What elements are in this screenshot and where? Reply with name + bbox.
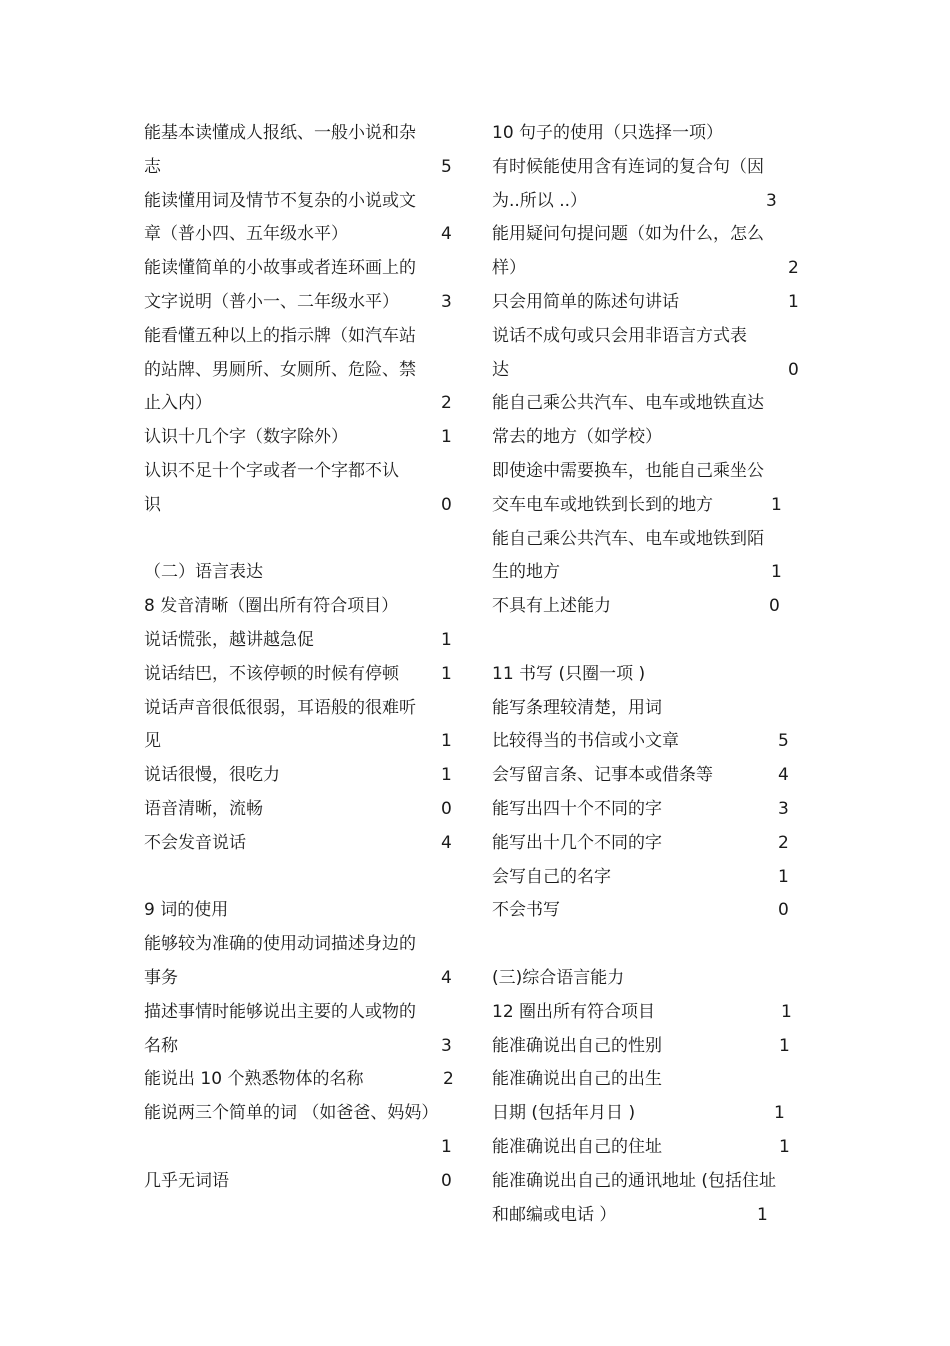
question-title [492,996,804,1030]
item-text: 常去的地方（如学校） [492,427,662,448]
text-line [144,252,456,286]
item-text: 说话很慢，很吃力 [144,765,280,786]
text-line [492,759,804,793]
score: 5 [441,156,452,177]
score: 3 [441,291,452,312]
text-line [144,928,456,962]
text-line [144,692,456,726]
item-text: 事务 [144,967,178,988]
score: 5 [778,731,789,752]
score: 2 [441,393,452,414]
text-line [492,1131,804,1165]
item-text: 能够较为准确的使用动词描述身边的 [144,934,416,955]
item-text: 能读懂简单的小故事或者连环画上的 [144,258,416,279]
item-text: 能写出四十个不同的字 [492,798,662,819]
text-line [492,894,804,928]
question-heading: 10 句子的使用（只选择一项） [492,123,724,143]
item-text: 有时候能使用含有连词的复合句（因 [492,156,764,177]
item-text: 能看懂五种以上的指示牌（如汽车站 [144,325,416,346]
text-line [492,827,804,861]
text-line [492,252,804,286]
text-line [492,387,804,421]
right-column [492,117,804,1232]
item-text: 生的地方 [492,562,560,583]
item-text: 能自己乘公共汽车、电车或地铁直达 [492,393,764,414]
text-line [492,523,804,557]
text-line [492,185,804,219]
score: 1 [757,1204,768,1225]
text-line [492,725,804,759]
score: 2 [443,1069,454,1090]
text-line [492,556,804,590]
score: 1 [441,731,452,752]
score: 3 [441,1035,452,1056]
score: 1 [441,765,452,786]
item-text: 能说出 10 个熟悉物体的名称 [144,1069,364,1090]
left-column [144,117,456,1199]
text-line [144,489,456,523]
item-text: 能基本读懂成人报纸、一般小说和杂 [144,123,416,143]
text-line [492,489,804,523]
score: 4 [441,224,452,245]
text-line [144,1063,456,1097]
text-line [492,421,804,455]
score: 0 [441,798,452,819]
text-line [144,793,456,827]
score: 1 [771,562,782,583]
item-text: 即使途中需要换车，也能自己乘坐公 [492,460,764,481]
text-line [492,1063,804,1097]
score: 1 [781,1001,792,1022]
score: 1 [779,1035,790,1056]
score: 3 [766,190,777,211]
question-heading: 12 圈出所有符合项目 [492,1001,656,1022]
section-title [492,962,804,996]
text-line [144,996,456,1030]
item-text: 认识不足十个字或者一个字都不认 [144,460,399,481]
text-line [492,590,804,624]
item-text: 说话慌张，越讲越急促 [144,629,314,650]
item-text: 见 [144,731,161,752]
text-line [144,759,456,793]
score: 1 [771,494,782,515]
spacer [144,523,456,557]
item-text: 能准确说出自己的住址 [492,1136,662,1157]
text-line [492,1165,804,1199]
item-text: 文字说明（普小一、二年级水平） [144,291,399,312]
item-text: 语音清晰，流畅 [144,798,263,819]
item-text: 认识十几个字（数字除外） [144,427,348,448]
item-text: 会写自己的名字 [492,866,611,887]
text-line [492,455,804,489]
item-text: 为..所以 ..） [492,190,588,211]
question-heading: 8 发音清晰（圈出所有符合项目） [144,596,399,617]
item-text: 名称 [144,1035,178,1056]
question-title [144,894,456,928]
item-text: 说话声音很低很弱，耳语般的很难听 [144,697,416,718]
item-text: 和邮编或电话 ） [492,1204,617,1225]
text-line [144,1131,456,1165]
item-text: 能用疑问句提问题（如为什么，怎么 [492,224,764,245]
text-line [144,1097,456,1131]
item-text: 不会书写 [492,900,560,921]
score: 1 [441,663,452,684]
item-text: 比较得当的书信或小文章 [492,731,679,752]
question-heading: 11 书写 (只圈一项 ) [492,663,646,684]
text-line [144,658,456,692]
score: 1 [441,427,452,448]
text-line [144,354,456,388]
text-line [144,827,456,861]
item-text: 能读懂用词及情节不复杂的小说或文 [144,190,416,211]
item-text: 说话结巴，不该停顿的时候有停顿 [144,663,399,684]
score: 0 [769,596,780,617]
question-title [492,117,804,151]
section-heading: （二）语言表达 [144,562,263,583]
item-text: 止入内） [144,393,212,414]
text-line [144,387,456,421]
spacer [144,861,456,895]
score: 3 [778,798,789,819]
text-line [144,218,456,252]
score: 0 [778,900,789,921]
score: 1 [441,1136,452,1157]
text-line [144,320,456,354]
item-text: 日期 (包括年月日 ) [492,1103,636,1124]
item-text: 能准确说出自己的性别 [492,1035,662,1056]
item-text: 几乎无词语 [144,1170,229,1191]
spacer [492,928,804,962]
text-line [144,286,456,320]
item-text: 能写出十几个不同的字 [492,832,662,853]
score: 1 [774,1103,785,1124]
text-line [144,962,456,996]
item-text: 描述事情时能够说出主要的人或物的 [144,1001,416,1022]
text-line [144,421,456,455]
question-title [144,590,456,624]
text-line [492,1199,804,1233]
item-text: 能说两三个简单的词 （如爸爸、妈妈） [144,1103,439,1124]
score: 2 [788,258,799,279]
text-line [492,692,804,726]
score: 2 [778,832,789,853]
item-text: 的站牌、男厕所、女厕所、危险、禁 [144,359,416,380]
text-line [492,286,804,320]
text-line [144,151,456,185]
item-text: 能准确说出自己的通讯地址 (包括住址 [492,1170,777,1191]
text-line [144,725,456,759]
question-heading: 9 词的使用 [144,900,229,921]
text-line [492,1097,804,1131]
score: 1 [779,1136,790,1157]
score: 4 [441,832,452,853]
text-line [144,455,456,489]
section-title [144,556,456,590]
text-line [144,1030,456,1064]
score: 0 [788,359,799,380]
text-line [492,218,804,252]
item-text: 不具有上述能力 [492,596,611,617]
text-line [144,624,456,658]
item-text: 达 [492,359,509,380]
item-text: 样） [492,258,526,279]
item-text: 交车电车或地铁到长到的地方 [492,494,713,515]
text-line [144,185,456,219]
score: 4 [441,967,452,988]
item-text: 只会用简单的陈述句讲话 [492,291,679,312]
section-heading: (三)综合语言能力 [492,967,625,988]
item-text: 能自己乘公共汽车、电车或地铁到陌 [492,528,764,549]
item-text: 能写条理较清楚，用词 [492,697,662,718]
text-line [144,1165,456,1199]
spacer [492,624,804,658]
item-text: 不会发音说话 [144,832,246,853]
score: 1 [788,291,799,312]
text-line [144,117,456,151]
score: 1 [441,629,452,650]
text-line [492,320,804,354]
item-text: 章（普小四、五年级水平） [144,224,348,245]
score: 0 [441,494,452,515]
item-text: 志 [144,156,161,177]
text-line [492,793,804,827]
text-line [492,1030,804,1064]
score: 1 [778,866,789,887]
text-line [492,151,804,185]
score: 0 [441,1170,452,1191]
item-text: 会写留言条、记事本或借条等 [492,765,713,786]
question-title [492,658,804,692]
item-text: 能准确说出自己的出生 [492,1069,662,1090]
text-line [492,354,804,388]
item-text: 说话不成句或只会用非语言方式表 [492,325,747,346]
item-text: 识 [144,494,161,515]
score: 4 [778,765,789,786]
text-line [492,861,804,895]
